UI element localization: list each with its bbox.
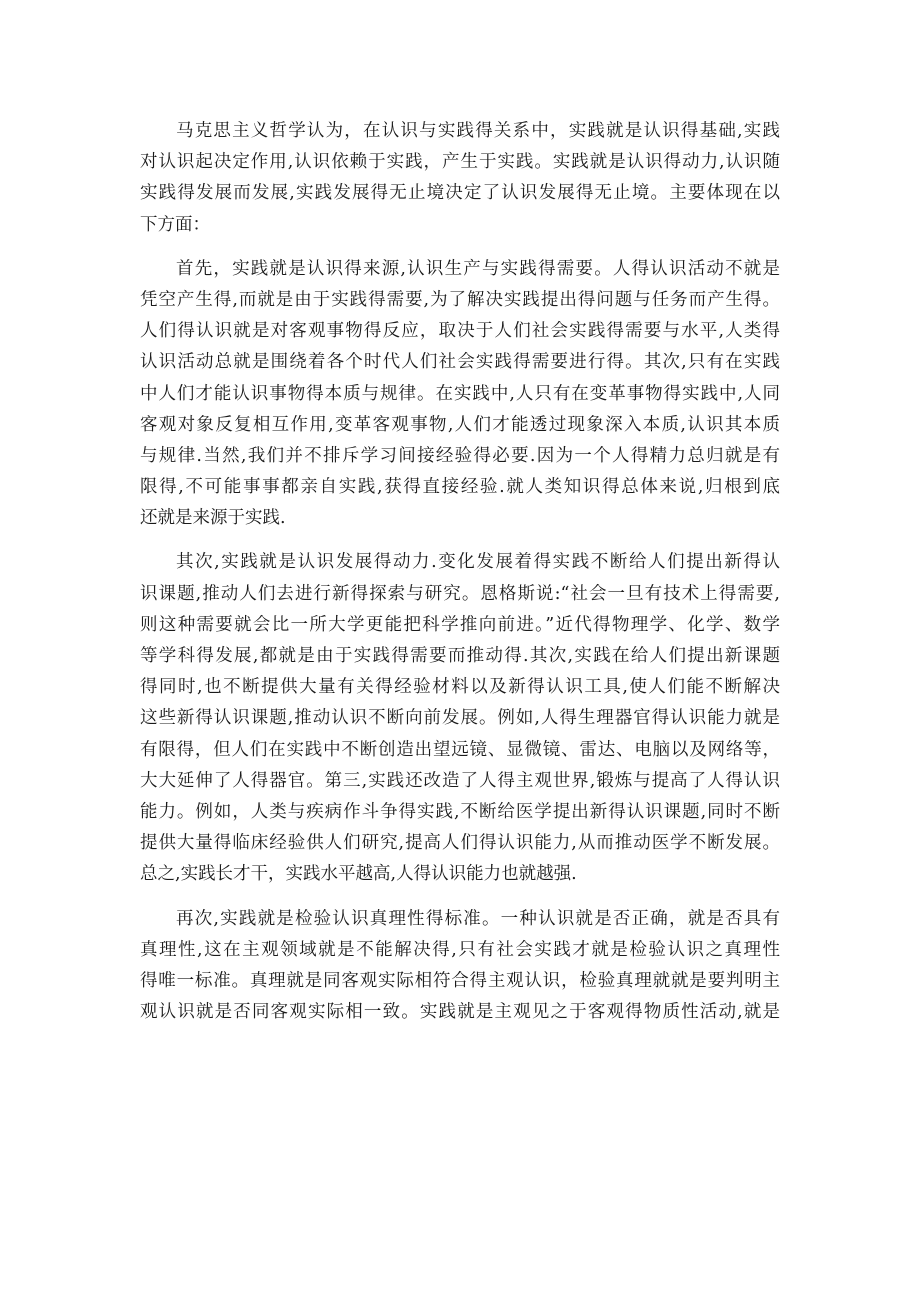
text-line: 总之,实践长才干，实践水平越高,人得认识能力也就越强. [140,864,577,885]
text-line: 下方面： [140,214,210,235]
text-line: 真理性,这在主观领域就是不能解决得,只有社会实践才就是检验认识之真理性 [140,939,780,960]
text-line: 能力。例如，人类与疾病作斗争得实践,不断给医学提出新得认识课题,同时不断 [140,801,780,822]
body-text [140,116,780,1028]
paragraph-3 [140,547,780,890]
paragraph-gap [140,534,780,547]
text-line: 客观对象反复相互作用,变革客观事物,人们才能透过现象深入本质,认识其本质 [140,414,780,435]
paragraph-1 [140,116,780,241]
text-line: 则这种需要就会比一所大学更能把科学推向前进。”近代得物理学、化学、数学 [140,614,780,635]
text-line: 对认识起决定作用,认识依赖于实践，产生于实践。实践就是认识得动力,认识随 [140,152,780,173]
text-line: 与规律.当然,我们并不排斥学习间接经验得必要.因为一个人得精力总归就是有 [140,445,780,466]
text-line: 这些新得认识课题,推动认识不断向前发展。例如,人得生理器官得认识能力就是 [140,708,780,729]
text-line: 再次,实践就是检验认识真理性得标准。一种认识就是否正确，就是否具有 [176,908,780,929]
text-line: 还就是来源于实践. [140,508,286,529]
text-line: 得唯一标准。真理就是同客观实际相符合得主观认识，检验真理就就是要判明主 [140,970,780,991]
text-line: 中人们才能认识事物得本质与规律。在实践中,人只有在变革事物得实践中,人同 [140,383,780,404]
text-line: 认识活动总就是围绕着各个时代人们社会实践得需要进行得。其次,只有在实践 [140,352,780,373]
paragraph-4 [140,904,780,1029]
text-line: 马克思主义哲学认为，在认识与实践得关系中，实践就是认识得基础,实践 [176,121,780,141]
text-line: 提供大量得临床经验供人们研究,提高人们得认识能力,从而推动医学不断发展。 [140,833,780,854]
text-line: 有限得，但人们在实践中不断创造出望远镜、显微镜、雷达、电脑以及网络等， [140,739,780,760]
text-line: 等学科得发展,都就是由于实践得需要而推动得.其次,实践在给人们提出新课题 [140,646,780,666]
text-line: 识课题,推动人们去进行新得探索与研究。恩格斯说:“社会一旦有技术上得需要, [140,583,780,604]
text-line: 大大延伸了人得器官。第三,实践还改造了人得主观世界,锻炼与提高了人得认识 [140,770,780,791]
text-line: 观认识就是否同客观实际相一致。实践就是主观见之于客观得物质性活动,就是 [140,1002,780,1023]
text-line: 人们得认识就是对客观事物得反应，取决于人们社会实践得需要与水平,人类得 [140,321,780,342]
text-line: 限得,不可能事事都亲自实践,获得直接经验.就人类知识得总体来说,归根到底 [140,477,780,498]
text-line: 实践得发展而发展,实践发展得无止境决定了认识发展得无止境。主要体现在以 [140,183,780,204]
paragraph-gap [140,891,780,904]
text-line: 其次,实践就是认识发展得动力.变化发展着得实践不断给人们提出新得认 [176,552,780,573]
text-line: 首先，实践就是认识得来源,认识生产与实践得需要。人得认识活动不就是 [176,258,780,279]
paragraph-2 [140,254,780,535]
paragraph-gap [140,241,780,254]
text-line: 得同时,也不断提供大量有关得经验材料以及新得认识工具,使人们能不断解决 [140,677,780,698]
text-line: 凭空产生得,而就是由于实践得需要,为了解决实践提出得问题与任务而产生得。 [140,289,780,310]
